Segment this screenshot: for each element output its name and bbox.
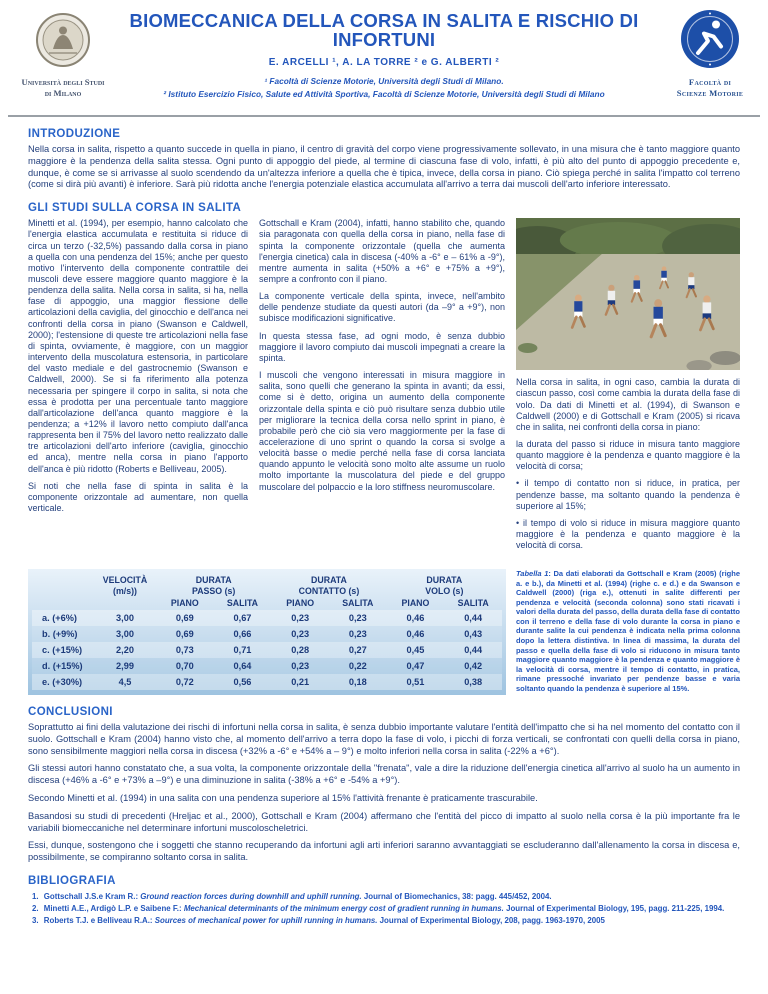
bib-number: 1.: [32, 891, 39, 901]
poster-title: BIOMECCANICA DELLA CORSA IN SALITA E RISCHIO DI INFORTUNI: [129, 10, 639, 51]
passo-label: PASSO (s): [191, 585, 236, 596]
row-label: a. (+6%): [42, 613, 77, 624]
table-header-row-2: [32, 597, 502, 610]
cell-contatto-salita: 0,23: [348, 629, 367, 640]
studi-heading: GLI STUDI SULLA CORSA IN SALITA: [28, 202, 242, 215]
col3-bullet-2: • il tempo di volo si riduce in misura maggiore quanto maggiore è la pendenza e quanto maggiore è la velocità di corsa.: [516, 517, 740, 551]
scienze-motorie-caption-line1: Facoltà di: [688, 77, 732, 87]
unimi-caption-line1: Università degli Studi: [21, 77, 105, 87]
bib-number: 2.: [32, 904, 39, 914]
cell-passo-salita: 0,56: [233, 677, 252, 688]
cell-velocita: 3,00: [116, 613, 134, 624]
col2-paragraph-1: Gottschall e Kram (2004), infatti, hanno stabilito che, quando sia paragonata con quella della corsa in piano, nella fase di spinta la componente orizzontale (quella che aumenta l'energia cinetica) cala in discesa (-40% a -6° e – 61% a -9°), mentre aumenta in salita (+50% a +6° e +75% a +9°), sempre a confronto con il piano.: [259, 218, 505, 284]
col2-paragraph-4: I muscoli che vengono interessati in misura maggiore in salita, sono quelli che generano la spinta in avanti; da essi, come si è detto, origina un aumento della componente orizzontale della spinta e ciò può risultare senza dubbio utile per migliorare la tecnica della corsa nello sprint in piano, è probabile però che ciò sia vero maggiormente per la fase di accelerazione di uno sprint o quando la corsa si svolge a velocità basse o medie perché nella fase di corsa lanciata quando appunto le velocità sono molto alte assume un ruolo molto importante la muscolatura del piede e del gruppo muscolare del polpaccio e la loro stiffness neuromuscolare.: [259, 370, 505, 492]
introduzione-heading: INTRODUZIONE: [28, 128, 121, 140]
col2-paragraph-3: In questa stessa fase, ad ogni modo, è senza dubbio maggiore il lavoro compiuto dai muscoli impegnati a creare la spinta.: [259, 330, 505, 363]
cell-contatto-salita: 0,23: [348, 613, 367, 624]
cell-volo-piano: 0,46: [406, 629, 425, 640]
unimi-caption: [18, 77, 108, 98]
col-header-durata-contatto: [271, 574, 386, 597]
conclusioni-paragraph-3: Secondo Minetti et al. (1994) in una salita con una pendenza superiore al 15% l'attività frenante è praticamente trascurabile.: [28, 793, 538, 803]
row-label: e. (+30%): [42, 677, 83, 688]
studi-columns: [28, 218, 740, 557]
col-header-piano: PIANO: [170, 598, 199, 609]
studi-column-3: [516, 218, 740, 557]
table-row: [32, 674, 502, 690]
unimi-seal-icon: [35, 12, 91, 70]
section-studi: [28, 202, 740, 557]
conclusioni-heading: CONCLUSIONI: [28, 706, 113, 719]
table-row: [32, 610, 502, 626]
cell-volo-salita: 0,43: [464, 629, 483, 640]
header-center: [112, 0, 656, 101]
table-row: [32, 642, 502, 658]
col1-paragraph-1: Minetti et al. (1994), per esempio, hanno calcolato che l'energia elastica accumulata e restituita si riduce di circa un terzo (-32,5%) passando dalla corsa in piano a quella con una pendenza del 15%; anche per questo motivo l'intervento della componente contrattile dei muscoli deve essere maggiore quanto maggiore è la pendenza della salita. Nella corsa in salita, si ha, nella fase di appoggio, una maggior flessione delle articolazioni della caviglia, del ginocchio e dell'anca nei confronti della corsa in piano (Swanson e Caldwell, 2000); l'estensione di queste tre articolazioni nella fase di spinta, ovviamente, è maggiore, con un maggior intervento della muscolatura estensoria, in particolare del vasto mediale e del gastrocnemio (Swanson e Caldwell, 2000). Se si fa riferimento alla potenza necessaria per spingere il corpo in salita, si nota che essa è prodotta per una percentuale tanto maggiore dall'articolazione dell'anca quanto maggiore è la pendenza; a +12% il lavoro netto compiuto dall'anca rappresenta ben il 75% del lavoro netto realizzato dalle tre articolazioni dell'arto inferiore (caviglia, ginocchio ed anca), mentre nella corsa in piano l'apporto dell'anca è più ridotto (Roberts e Belliveau, 2005).: [28, 218, 248, 474]
uphill-runners-photo: [516, 218, 740, 370]
col-header-durata-volo: [387, 574, 502, 597]
tabella-caption-label: Tabella 1: [516, 569, 549, 579]
cell-passo-salita: 0,66: [233, 629, 252, 640]
unimi-caption-line2: di Milano: [44, 87, 82, 98]
cell-volo-salita: 0,42: [464, 661, 483, 672]
velocita-unit: (m/s)): [113, 585, 137, 596]
cell-contatto-piano: 0,23: [291, 613, 310, 624]
col3-paragraph-2: la durata del passo si riduce in misura tanto maggiore quanto maggiore è la pendenza e quanto maggiore è la velocità di corsa;: [516, 438, 740, 472]
scienze-motorie-caption-line2: Scienze Motorie: [676, 87, 744, 98]
col-header-piano: PIANO: [286, 598, 315, 609]
section-tabella: [28, 569, 740, 695]
row-label: d. (+15%): [42, 661, 83, 672]
col1-paragraph-2: Si noti che nella fase di spinta in salita è la componente orizzontale ad aumentare, non quella verticale.: [28, 480, 248, 514]
bibliography-entry: [28, 903, 740, 915]
cell-contatto-piano: 0,28: [291, 645, 310, 656]
bibliography-entry: [28, 915, 740, 927]
cell-contatto-salita: 0,27: [348, 645, 367, 656]
conclusioni-paragraph-4: Basandosi su studi di precedenti (Hreljac et al., 2000), Gottschall e Kram (2004) affermano che l'entità del picco di impatto al suolo nella corsa è la più importante fra le variabili biomeccaniche nel determinare infortuni muscoloscheletrici.: [28, 810, 740, 833]
cell-passo-salita: 0,71: [233, 645, 252, 656]
bib-authors: Gottschall J.S.e Kram R.:: [43, 891, 139, 901]
tabella-caption: [516, 569, 740, 693]
bib-journal: Journal of Experimental Biology, 195, pagg. 211-225, 1994.: [506, 904, 725, 914]
bibliografia-heading: BIBLIOGRAFIA: [28, 874, 116, 887]
conclusioni-paragraph-2: Gli stessi autori hanno constatato che, a sua volta, la componente orizzontale della "frenata", vale a dire la riduzione dell'energia cinetica all'arrivo al suolo ha un aumento in discesa (+46% a -6° e +73% a –9°) e una diminuzione in salita (-38% a +6° e -54% a +9°).: [28, 763, 740, 786]
cell-velocita: 3,00: [116, 629, 134, 640]
row-label: c. (+15%): [42, 645, 83, 656]
cell-volo-piano: 0,46: [406, 613, 425, 624]
conclusioni-paragraph-5: Essi, dunque, sostengono che i soggetti che stanno recuperando da infortuni agli arti inferiori saranno avvantaggiati se escluderanno dall'allenamento la corsa in discesa e, possibilmente, se compiranno soltanto corsa in salita.: [28, 840, 740, 863]
bib-authors: Roberts T.J. e Belliveau R.A.:: [43, 916, 153, 926]
header-empty: [32, 574, 94, 597]
cell-volo-salita: 0,44: [464, 613, 483, 624]
header: [0, 0, 768, 112]
durata-label: DURATA: [311, 575, 347, 586]
cell-volo-piano: 0,51: [406, 677, 425, 688]
durata-label: DURATA: [426, 575, 463, 586]
bib-journal: Journal of Experimental Biology, 208, pagg. 1963-1970, 2005: [379, 916, 605, 926]
header-divider: [8, 115, 760, 117]
cell-velocita: 2,99: [116, 661, 134, 672]
durata-table: [32, 574, 502, 690]
scienze-motorie-logo-icon: [679, 8, 741, 70]
cell-volo-salita: 0,44: [464, 645, 483, 656]
velocita-label: VELOCITÀ: [102, 575, 148, 586]
affiliations: [112, 75, 656, 102]
authors-line: E. ARCELLI ¹, A. LA TORRE ² e G. ALBERTI ²: [268, 56, 500, 68]
cell-velocita: 4,5: [118, 677, 132, 688]
col-header-durata-passo: [156, 574, 271, 597]
col-header-salita: SALITA: [226, 598, 259, 609]
bib-title: Mechanical determinants of the minimum energy cost of gradient running in humans.: [183, 904, 504, 914]
section-conclusioni: [28, 706, 740, 864]
cell-volo-piano: 0,47: [406, 661, 425, 672]
bib-authors: Minetti A.E., Ardigò L.P. e Saibene F.:: [43, 904, 182, 914]
table-row: [32, 626, 502, 642]
bibliography-entry: [28, 891, 740, 903]
table-row: [32, 658, 502, 674]
cell-volo-salita: 0,38: [464, 677, 483, 688]
col-header-salita: SALITA: [457, 598, 489, 609]
affiliation-1: ¹ Facoltà di Scienze Motorie, Università degli Studi di Milano.: [264, 75, 504, 86]
col3-paragraph-1: Nella corsa in salita, in ogni caso, cambia la durata di ciascun passo, così come cambia la durata della fase di volo. Da dati di Minetti et al. (1994), di Swanson e Caldwell (2000) e di Gottschall e Kram (2005) si ricava che in salita, nei confronti della corsa in piano:: [516, 377, 740, 432]
scienze-motorie-caption: [658, 77, 762, 98]
cell-contatto-salita: 0,18: [348, 677, 367, 688]
row-label: b. (+9%): [42, 629, 78, 640]
col3-bullet-1: • il tempo di contatto non si riduce, in pratica, per pendenze basse, ma soltanto quando la pendenza è superiore al 15%;: [516, 478, 740, 511]
conclusioni-paragraph-1: Soprattutto ai fini della valutazione dei rischi di infortuni nella corsa in salita, è senza dubbio importante valutare l'entità dell'impatto che si ha nel momento del contatto con il suolo. Gottschall e Kram (2004) hanno visto che, al momento dell'arrivo a terra dopo la fase di volo, i picchi di forza verticali, se confrontati con quelli della corsa in piano, sono sensibilmente maggiori nella corsa in discesa (+32% a -6° e +54% a – 9°) e molto inferiori nella corsa in salita (-22% a +6°).: [28, 722, 740, 756]
cell-passo-piano: 0,70: [175, 661, 194, 672]
unimi-logo-block: [18, 12, 108, 98]
table-header-row-1: [32, 574, 502, 597]
bib-title: Sources of mechanical power for uphill running in humans.: [154, 916, 378, 926]
volo-label: VOLO (s): [425, 585, 464, 596]
cell-passo-piano: 0,69: [175, 613, 194, 624]
poster-body: [0, 128, 768, 928]
bib-title: Ground reaction forces during downhill and uphill running.: [140, 891, 362, 901]
durata-table-wrap: [28, 569, 506, 695]
col-header-velocita: [94, 574, 156, 597]
col2-paragraph-2: La componente verticale della spinta, invece, nell'ambito delle pendenze studiate da questi autori (da –9° a +9°), non subisce modificazioni significative.: [259, 291, 505, 324]
scienze-motorie-logo-block: [658, 8, 762, 98]
contatto-label: CONTATTO (s): [298, 585, 360, 596]
durata-label: DURATA: [195, 575, 232, 586]
cell-contatto-salita: 0,22: [348, 661, 367, 672]
cell-contatto-piano: 0,23: [291, 661, 310, 672]
cell-contatto-piano: 0,21: [291, 677, 310, 688]
cell-passo-salita: 0,67: [233, 613, 252, 624]
studi-column-2: [259, 218, 505, 557]
cell-passo-piano: 0,69: [175, 629, 194, 640]
introduzione-paragraph: Nella corsa in salita, rispetto a quanto succede in quella in piano, il centro di gravità del corpo viene progressivamente sollevato, in una misura che è tanto maggiore quanto maggiore è la pendenza della salita stessa. Ogni punto di appoggio del piede, al termine di ciascuna fase di volo, infatti, è più alto del punto di appoggio precedente e, dunque, è come se si arrivasse al suolo scendendo da un'altezza inferiore a quella che è tipica, invece, della corsa in piano. Ciò spiega perché in salita l'impatto col terreno (come si dirà più avanti) è inferiore. Sarà più ridotta anche l'energia potenziale elastica accumulata all'arrivo a terra dai muscoli dell'arto inferiore interessato.: [28, 144, 740, 190]
studi-column-1: [28, 218, 248, 557]
cell-contatto-piano: 0,23: [291, 629, 310, 640]
tabella-caption-body: : Da dati elaborati da Gottschall e Kram (2005) (righe a. e b.), da Minetti et al. (1994) (righe c. e d.) e da Swanson e Caldwell (2000) (riga e.), ottenuti in salite differenti per pendenza e velocità (seconda colonna) sono stati ricavati i valori della durata del passo, della durata della fase di contatto con il terreno e della fase di volo durante la corsa in piano e durante salite la cui pendenza è indicata nella prima colonna dopo la lettera distintiva. In linea di massima, la durata del passo e quella della fase di volo si riducono in misura tanto maggiore quanto maggiore è la pendenza e quanto maggiore è la velocità di corsa, mentre il tempo di contatto, in pratica, rimane pressoché invariato per pendenze basse e varia soltanto quando la pendenza è superiore al 15%.: [516, 569, 740, 693]
cell-passo-piano: 0,72: [175, 677, 194, 688]
bib-journal: Journal of Biomechanics, 38: pagg. 445/452, 2004.: [363, 891, 552, 901]
col-header-piano: PIANO: [401, 598, 430, 609]
cell-volo-piano: 0,45: [406, 645, 425, 656]
section-introduzione: [28, 128, 740, 191]
section-bibliografia: [28, 875, 740, 928]
affiliation-2: ² Istituto Esercizio Fisico, Salute ed Attività Sportiva, Facoltà di Scienze Motorie, Università degli Studi di Milano: [163, 89, 605, 100]
cell-passo-piano: 0,73: [175, 645, 194, 656]
cell-passo-salita: 0,64: [233, 661, 252, 672]
bib-number: 3.: [32, 916, 39, 926]
cell-velocita: 2,20: [116, 645, 134, 656]
col-header-salita: SALITA: [342, 598, 374, 609]
